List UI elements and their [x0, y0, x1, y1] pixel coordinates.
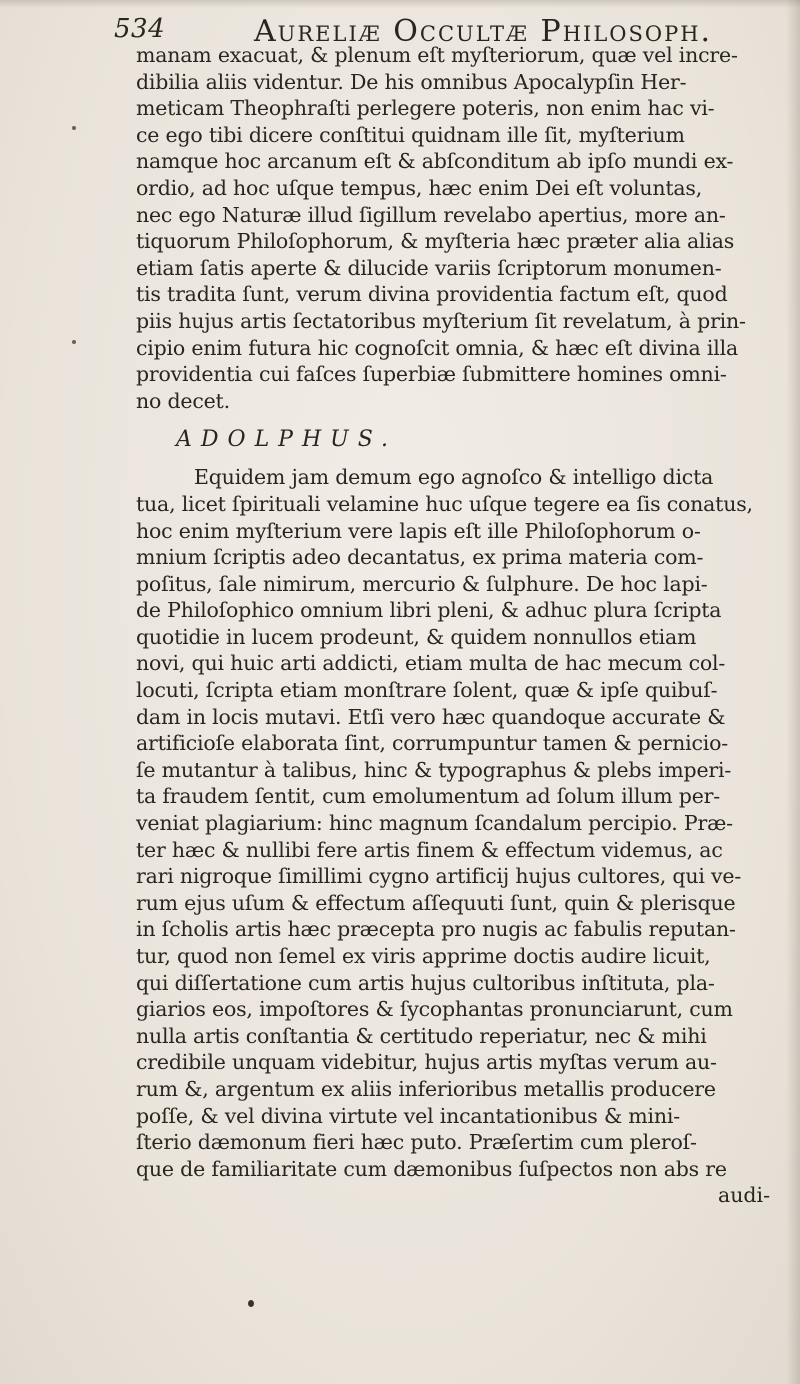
text-line: poſitus, ſale nimirum, mercurio & ſulphure. De hoc lapi-	[136, 571, 708, 596]
text-line: que de familiaritate cum dæmonibus ſuſpectos non abs re	[136, 1156, 727, 1181]
text-line: rum ejus uſum & effectum aſſequuti ſunt, quin & plerisque	[136, 890, 736, 915]
text-line: in ſcholis artis hæc præcepta pro nugis ac fabulis reputan-	[136, 917, 736, 942]
text-line: tua, licet ſpirituali velamine huc uſque tegere ea ſis conatus,	[136, 491, 753, 516]
text-line: tur, quod non ſemel ex viris apprime doctis audire licuit,	[136, 944, 711, 968]
margin-speck	[72, 340, 76, 344]
text-line: nec ego Naturæ illud ſigillum revelabo apertius, more an-	[136, 202, 726, 227]
text-line: dibilia aliis videntur. De his omnibus Apocalypſin Her-	[136, 69, 687, 94]
text-line: qui diſſertatione cum artis hujus cultoribus inſtituta, pla-	[136, 970, 715, 995]
paragraph-2	[136, 464, 786, 1182]
text-line: giarios eos, impoſtores & ſycophantas pronunciarunt, cum	[136, 997, 733, 1022]
margin-speck	[72, 126, 76, 130]
text-line: ſterio dæmonum fieri hæc puto. Præſertim cum pleroſ-	[136, 1130, 697, 1155]
page-top-shadow	[0, 0, 800, 8]
text-line: credibile unquam videbitur, hujus artis myſtas verum au-	[136, 1050, 717, 1075]
text-line: ce ego tibi dicere conſtitui quidnam ille ſit, myſterium	[136, 122, 685, 147]
text-line: piis hujus artis ſectatoribus myſterium ſit revelatum, à prin-	[136, 308, 746, 333]
text-line: namque hoc arcanum eſt & abſconditum ab ipſo mundi ex-	[136, 149, 734, 174]
text-line: de Philoſophico omnium libri pleni, & adhuc plura ſcripta	[136, 598, 722, 623]
text-line: providentia cui faſces ſuperbiæ ſubmittere homines omni-	[136, 362, 727, 387]
text-line: mnium ſcriptis adeo decantatus, ex prima materia com-	[136, 545, 704, 570]
text-line: Equidem jam demum ego agnoſco & intelligo dicta	[194, 465, 714, 490]
page-gutter-shadow	[786, 0, 800, 1384]
page-number: 534	[114, 14, 166, 44]
text-line: dam in locis mutavi. Etſi vero hæc quandoque accurate &	[136, 704, 726, 729]
text-line: tis tradita ſunt, verum divina providentia factum eſt, quod	[136, 282, 728, 307]
ink-spot	[248, 1300, 254, 1307]
text-line: manam exacuat, & plenum eſt myſteriorum, quæ vel incre-	[136, 43, 738, 67]
text-line: quotidie in lucem prodeunt, & quidem nonnullos etiam	[136, 624, 697, 649]
text-line: ter hæc & nullibi fere artis finem & effectum videmus, ac	[136, 837, 723, 862]
text-line: poſſe, & vel divina virtute vel incantationibus & mini-	[136, 1103, 680, 1128]
text-line: etiam ſatis aperte & dilucide variis ſcriptorum monumen-	[136, 255, 722, 280]
text-line: rari nigroque ſimillimi cygno artificij hujus cultores, qui ve-	[136, 864, 742, 889]
text-line: locuti, ſcripta etiam monſtrare ſolent, quæ & ipſe quibuſ-	[136, 678, 718, 703]
text-line: novi, qui huic arti addicti, etiam multa de hac mecum col-	[136, 651, 726, 676]
text-line: cipio enim futura hic cognoſcit omnia, & hæc eſt divina illa	[136, 335, 738, 360]
text-line: no decet.	[136, 388, 230, 413]
text-line: artificioſe elaborata ſint, corrumpuntur tamen & pernicio-	[136, 731, 728, 756]
text-line: veniat plagiarium: hinc magnum ſcandalum percipio. Præ-	[136, 811, 733, 836]
text-line: nulla artis conſtantia & certitudo reperiatur, nec & mihi	[136, 1023, 707, 1048]
text-line: meticam Theophraſti perlegere poteris, non enim hac vi-	[136, 96, 715, 121]
speaker-heading: ADOLPHUS.	[176, 427, 397, 453]
main-text	[136, 42, 786, 1209]
text-line: tiquorum Philoſophorum, & myſteria hæc præter alia alias	[136, 229, 735, 254]
catchword: audi-	[717, 1183, 770, 1208]
text-line: rum &, argentum ex aliis inferioribus metallis producere	[136, 1076, 716, 1101]
text-line: ordio, ad hoc uſque tempus, hæc enim Dei eſt voluntas,	[136, 175, 703, 200]
paragraph-1	[136, 42, 786, 414]
text-line: ſe mutantur à talibus, hinc & typographus & plebs imperi-	[136, 757, 732, 782]
text-line: ta fraudem ſentit, cum emolumentum ad ſolum illum per-	[136, 784, 720, 809]
running-head: Aureliæ Occultæ Philosoph.	[254, 14, 713, 49]
text-line: hoc enim myſterium vere lapis eſt ille Philoſophorum o-	[136, 518, 701, 543]
